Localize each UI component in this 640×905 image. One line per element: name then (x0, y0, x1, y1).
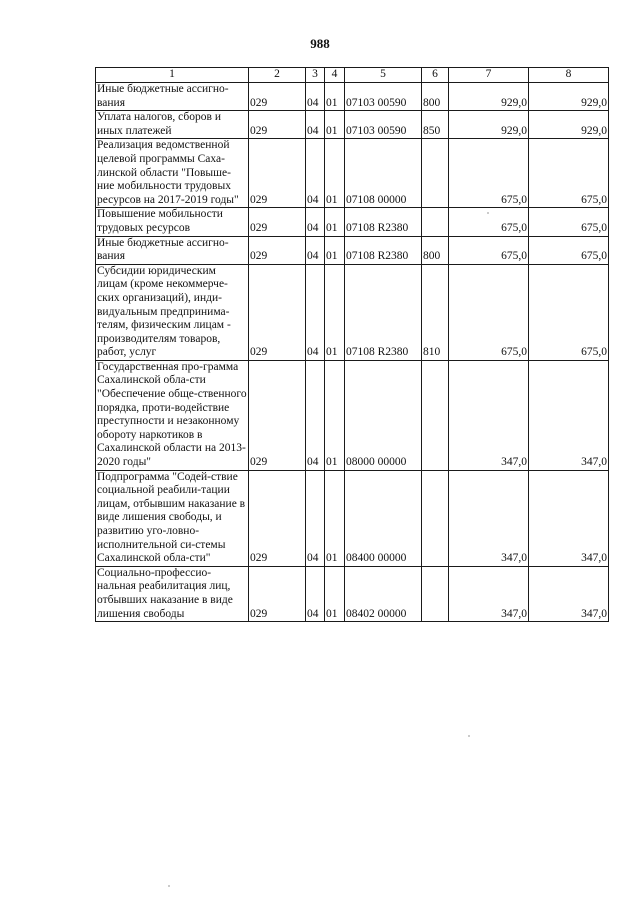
target-code: 07103 00590 (345, 111, 422, 139)
target-code: 08402 00000 (345, 566, 422, 621)
expense-type-code (422, 208, 449, 236)
amount-col-7: 675,0 (449, 139, 529, 208)
amount-col-8: 675,0 (529, 264, 609, 360)
expense-type-code: 850 (422, 111, 449, 139)
target-code: 07108 R2380 (345, 208, 422, 236)
section-code: 04 (306, 111, 325, 139)
subsection-code: 01 (325, 83, 345, 111)
expense-type-code (422, 360, 449, 470)
table-row (96, 264, 609, 360)
amount-col-7: 929,0 (449, 83, 529, 111)
amount-col-8: 347,0 (529, 360, 609, 470)
scan-speck (487, 212, 489, 214)
ministry-code: 029 (249, 566, 306, 621)
header-col-6: 6 (422, 68, 449, 83)
table-row (96, 566, 609, 621)
row-name: Иные бюджетные ассигно-вания (96, 236, 249, 264)
ministry-code: 029 (249, 470, 306, 566)
amount-col-7: 675,0 (449, 236, 529, 264)
amount-col-8: 675,0 (529, 236, 609, 264)
subsection-code: 01 (325, 139, 345, 208)
subsection-code: 01 (325, 470, 345, 566)
ministry-code: 029 (249, 236, 306, 264)
subsection-code: 01 (325, 208, 345, 236)
ministry-code: 029 (249, 264, 306, 360)
row-name: Социально-профессио-нальная реабилитация лиц, отбывших наказание в виде лишения свободы (96, 566, 249, 621)
amount-col-7: 675,0 (449, 264, 529, 360)
section-code: 04 (306, 470, 325, 566)
ministry-code: 029 (249, 139, 306, 208)
section-code: 04 (306, 83, 325, 111)
expense-type-code (422, 139, 449, 208)
section-code: 04 (306, 139, 325, 208)
header-col-7: 7 (449, 68, 529, 83)
amount-col-8: 347,0 (529, 566, 609, 621)
row-name: Повышение мобильности трудовых ресурсов (96, 208, 249, 236)
header-col-3: 3 (306, 68, 325, 83)
section-code: 04 (306, 264, 325, 360)
target-code: 07108 R2380 (345, 264, 422, 360)
table-row (96, 236, 609, 264)
amount-col-7: 929,0 (449, 111, 529, 139)
header-col-2: 2 (249, 68, 306, 83)
amount-col-7: 675,0 (449, 208, 529, 236)
section-code: 04 (306, 360, 325, 470)
table-row (96, 83, 609, 111)
amount-col-8: 929,0 (529, 83, 609, 111)
section-code: 04 (306, 208, 325, 236)
subsection-code: 01 (325, 264, 345, 360)
row-name: Иные бюджетные ассигно-вания (96, 83, 249, 111)
subsection-code: 01 (325, 360, 345, 470)
row-name: Реализация ведомственной целевой программы Саха-линской области "Повыше-ние мобильности трудовых ресурсов на 2017-2019 годы" (96, 139, 249, 208)
section-code: 04 (306, 236, 325, 264)
table-row (96, 470, 609, 566)
amount-col-7: 347,0 (449, 470, 529, 566)
ministry-code: 029 (249, 208, 306, 236)
amount-col-8: 929,0 (529, 111, 609, 139)
expense-type-code (422, 470, 449, 566)
expense-type-code (422, 566, 449, 621)
header-col-5: 5 (345, 68, 422, 83)
table-row (96, 139, 609, 208)
header-col-8: 8 (529, 68, 609, 83)
amount-col-8: 675,0 (529, 139, 609, 208)
table-row (96, 208, 609, 236)
table-row (96, 360, 609, 470)
page-number: 988 (310, 36, 330, 51)
amount-col-8: 347,0 (529, 470, 609, 566)
subsection-code: 01 (325, 566, 345, 621)
scan-speck (468, 735, 470, 737)
header-row (96, 68, 609, 83)
target-code: 07108 00000 (345, 139, 422, 208)
target-code: 08000 00000 (345, 360, 422, 470)
row-name: Подпрограмма "Содей-ствие социальной реабили-тации лицам, отбывшим наказание в виде лишения свободы, и развитию уго-ловно-исполнительной си-стемы Сахалинской обла-сти" (96, 470, 249, 566)
subsection-code: 01 (325, 111, 345, 139)
amount-col-8: 675,0 (529, 208, 609, 236)
table-row (96, 111, 609, 139)
header-col-4: 4 (325, 68, 345, 83)
ministry-code: 029 (249, 111, 306, 139)
header-col-1: 1 (96, 68, 249, 83)
section-code: 04 (306, 566, 325, 621)
row-name: Государственная про-грамма Сахалинской обла-сти "Обеспечение обще-ственного порядка, проти-водействие преступности и незаконному обороту наркотиков в Сахалинской области на 2013-2020 годы" (96, 360, 249, 470)
target-code: 07108 R2380 (345, 236, 422, 264)
row-name: Субсидии юридическим лицам (кроме некоммерче-ских организаций), инди-видуальным предпринима-телям, физическим лицам - производителям товаров, работ, услуг (96, 264, 249, 360)
subsection-code: 01 (325, 236, 345, 264)
amount-col-7: 347,0 (449, 566, 529, 621)
expense-type-code: 800 (422, 83, 449, 111)
budget-table (95, 67, 609, 622)
ministry-code: 029 (249, 360, 306, 470)
expense-type-code: 810 (422, 264, 449, 360)
target-code: 07103 00590 (345, 83, 422, 111)
row-name: Уплата налогов, сборов и иных платежей (96, 111, 249, 139)
ministry-code: 029 (249, 83, 306, 111)
scan-speck (168, 885, 170, 887)
amount-col-7: 347,0 (449, 360, 529, 470)
target-code: 08400 00000 (345, 470, 422, 566)
expense-type-code: 800 (422, 236, 449, 264)
